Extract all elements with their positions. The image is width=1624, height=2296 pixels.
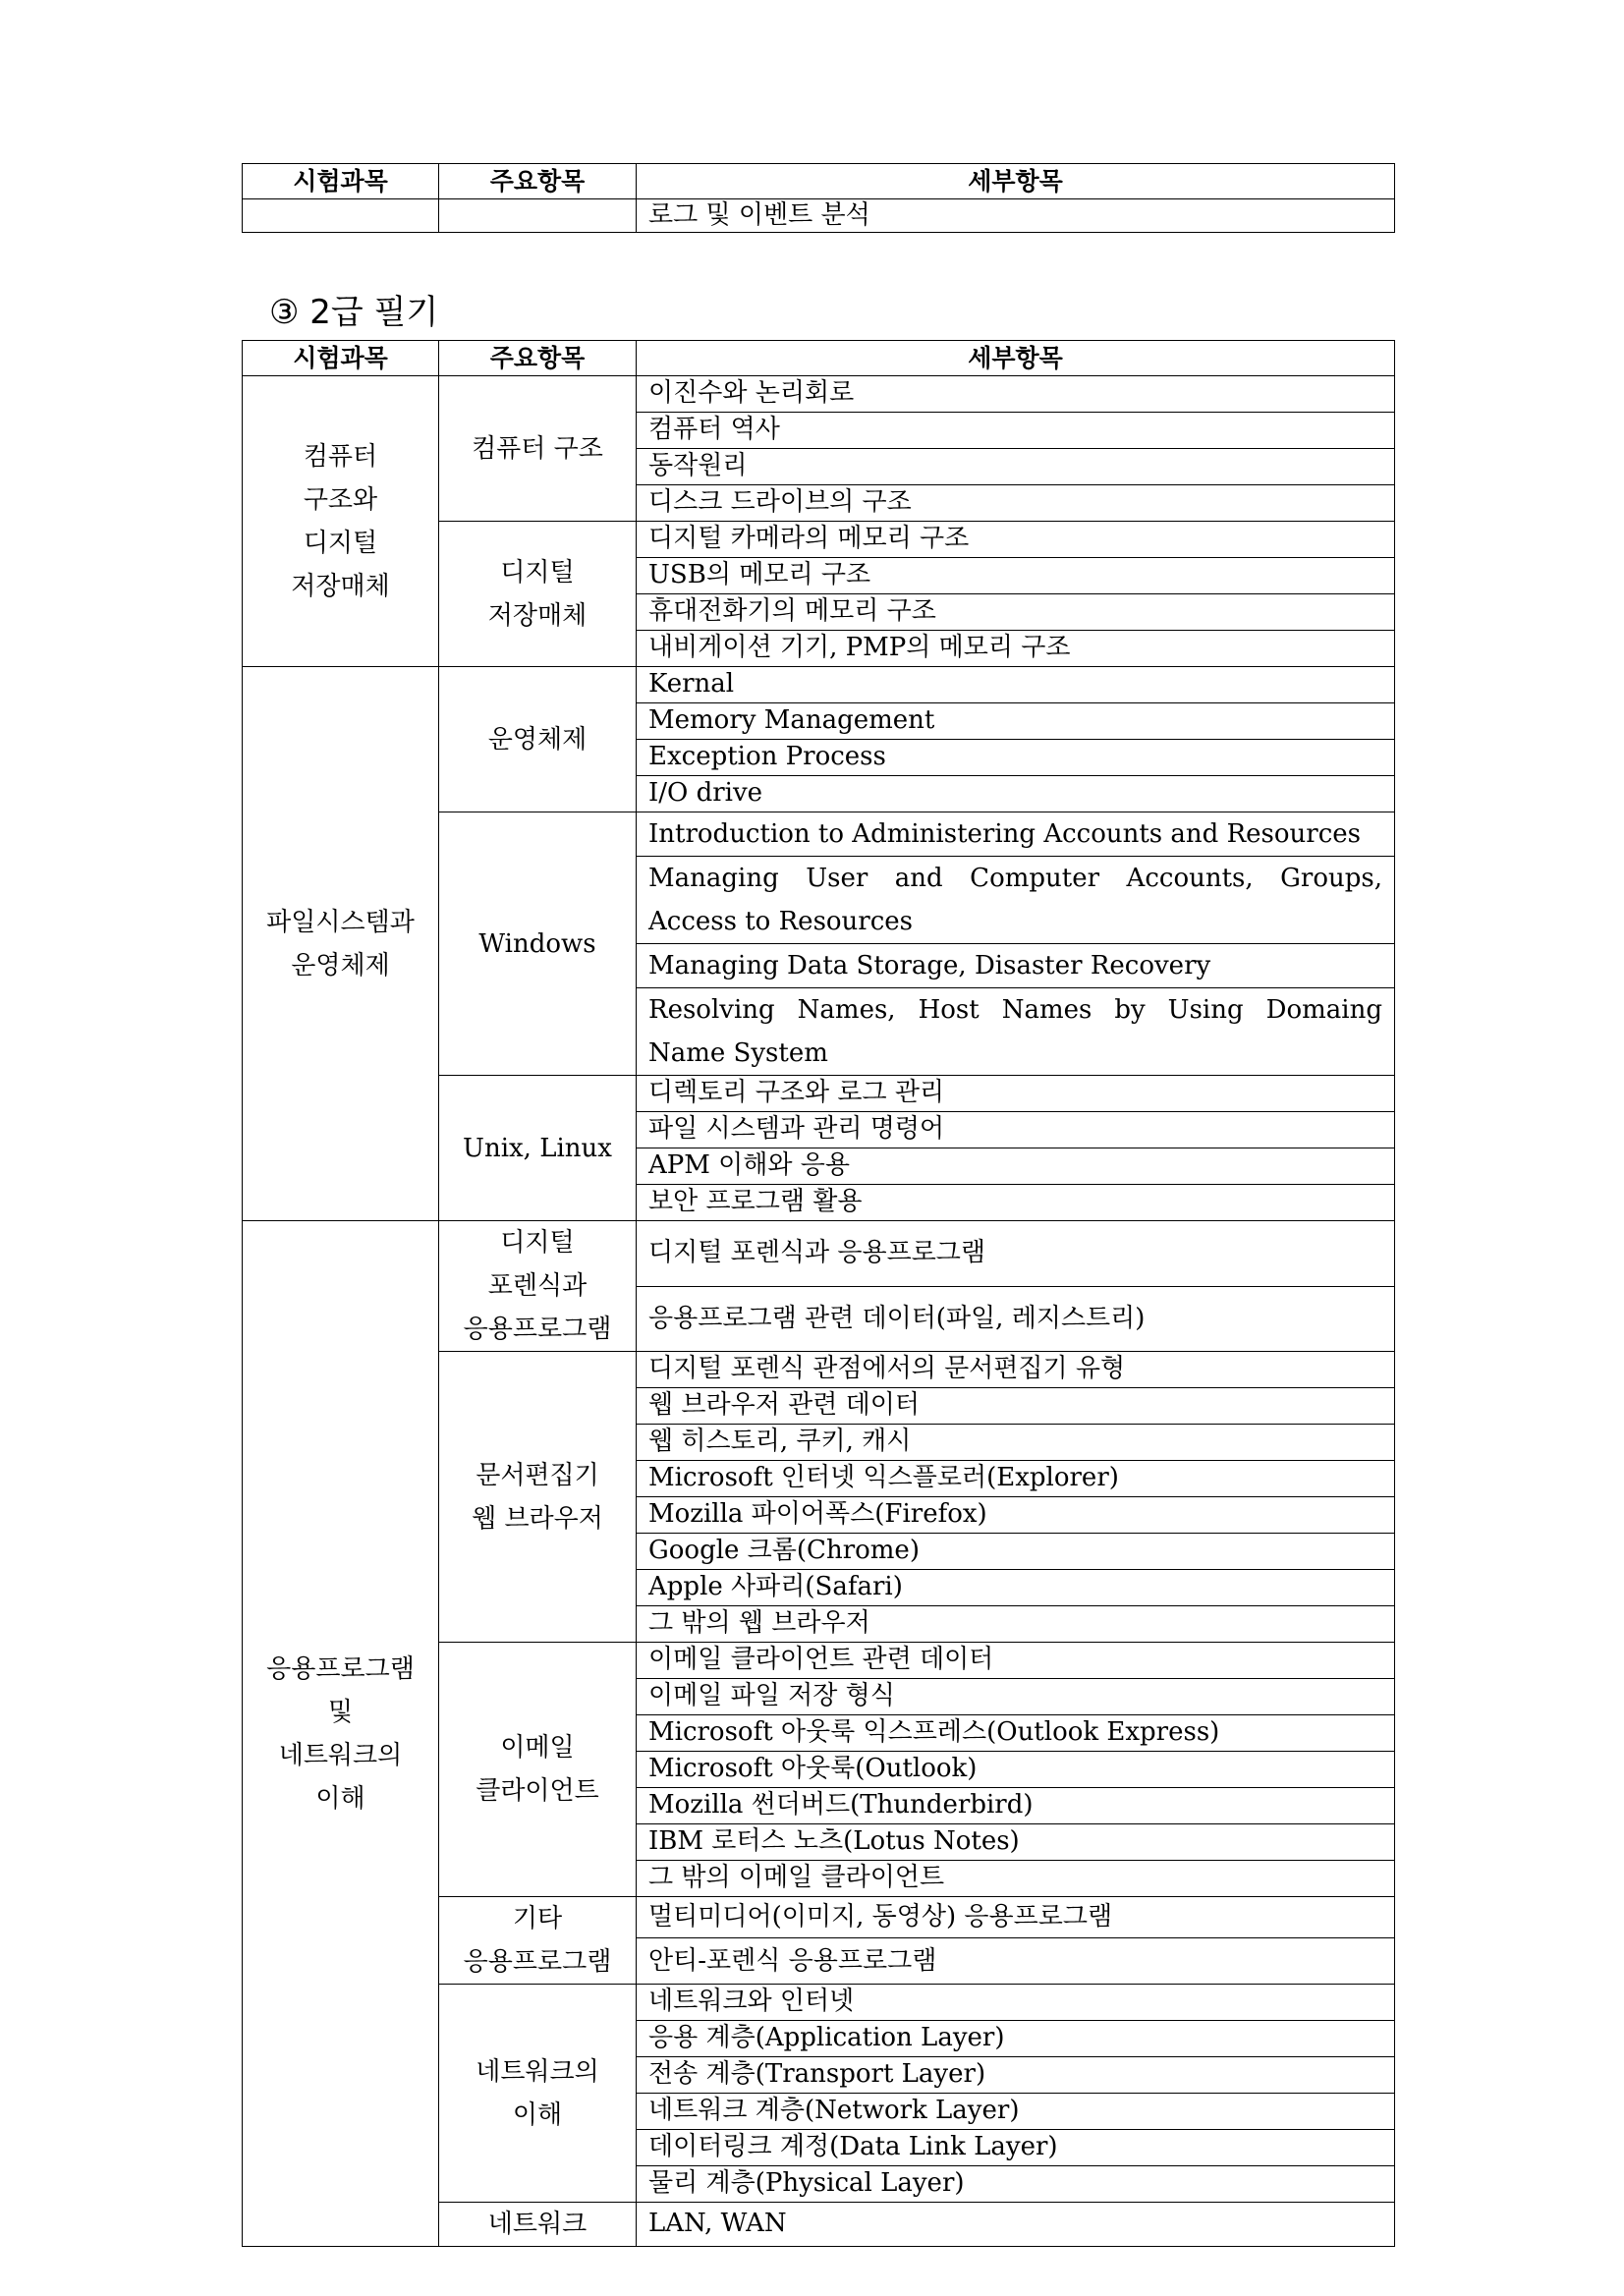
detail-cell: 컴퓨터 역사 <box>637 413 1395 449</box>
detail-cell: Exception Process <box>637 740 1395 776</box>
main-item-cell <box>439 1897 637 1985</box>
detail-cell: 내비게이션 기기, PMP의 메모리 구조 <box>637 631 1395 667</box>
main-item-line: 디지털 <box>500 557 575 588</box>
detail-cell: APM 이해와 응용 <box>637 1148 1395 1185</box>
subject-cell <box>243 1221 439 2247</box>
detail-cell: Microsoft 인터넷 익스플로러(Explorer) <box>637 1461 1395 1497</box>
main-item-cell <box>439 1352 637 1643</box>
main-item-line: Windows <box>478 928 596 959</box>
main-item-line: 포렌식과 <box>487 1271 588 1301</box>
empty-cell <box>243 199 439 233</box>
detail-cell: Microsoft 아웃룩 익스프레스(Outlook Express) <box>637 1715 1395 1752</box>
detail-cell: 디렉토리 구조와 로그 관리 <box>637 1076 1395 1112</box>
detail-line: Introduction to Administering Accounts and Resources <box>648 819 1361 849</box>
main-item-cell <box>439 522 637 667</box>
detail-cell: 데이터링크 계정(Data Link Layer) <box>637 2130 1395 2166</box>
subject-cell <box>243 376 439 667</box>
subject-line: 이해 <box>315 1783 365 1814</box>
detail-cell: 웹 브라우저 관련 데이터 <box>637 1388 1395 1425</box>
detail-cell <box>637 944 1395 988</box>
main-item-line: 문서편집기 <box>476 1460 599 1490</box>
detail-line: Managing User and Computer Accounts, Groups, <box>648 864 1382 893</box>
main-item-line: 네트워크 <box>487 2210 588 2239</box>
detail-cell: 멀티미디어(이미지, 동영상) 응용프로그램 <box>637 1897 1395 1938</box>
detail-cell: 웹 히스토리, 쿠키, 캐시 <box>637 1425 1395 1461</box>
detail-cell <box>637 857 1395 944</box>
detail-cell: 이진수와 논리회로 <box>637 376 1395 413</box>
table-row <box>243 667 1395 703</box>
main-item-cell <box>439 667 637 812</box>
detail-cell: LAN, WAN <box>637 2203 1395 2247</box>
detail-cell: 이메일 클라이언트 관련 데이터 <box>637 1643 1395 1679</box>
main-item-cell <box>439 812 637 1076</box>
table-row <box>243 376 1395 413</box>
main-item-line: 이해 <box>512 2100 563 2130</box>
detail-line: Resolving Names, Host Names by Using Domaing <box>648 995 1382 1025</box>
detail-cell: Apple 사파리(Safari) <box>637 1570 1395 1606</box>
main-item-cell <box>439 376 637 522</box>
subject-line: 구조와 <box>303 484 378 515</box>
header-main-item: 주요항목 <box>439 341 637 376</box>
detail-cell: 이메일 파일 저장 형식 <box>637 1679 1395 1715</box>
detail-cell: USB의 메모리 구조 <box>637 558 1395 594</box>
detail-cell: 응용프로그램 관련 데이터(파일, 레지스트리) <box>637 1286 1395 1352</box>
header-subject: 시험과목 <box>243 341 439 376</box>
detail-cell: IBM 로터스 노츠(Lotus Notes) <box>637 1824 1395 1861</box>
detail-cell: Mozilla 파이어폭스(Firefox) <box>637 1497 1395 1534</box>
detail-cell: Microsoft 아웃룩(Outlook) <box>637 1752 1395 1788</box>
main-item-cell <box>439 1643 637 1897</box>
table-row <box>243 1221 1395 1287</box>
detail-cell: 그 밖의 웹 브라우저 <box>637 1606 1395 1643</box>
main-item-line: 기타 <box>512 1904 563 1933</box>
main-item-cell <box>439 1076 637 1221</box>
subject-line: 응용프로그램 <box>266 1653 415 1684</box>
detail-cell: 디지털 포렌식과 응용프로그램 <box>637 1221 1395 1287</box>
main-item-line: 클라이언트 <box>476 1776 599 1806</box>
detail-line: Managing Data Storage, Disaster Recovery <box>648 951 1211 980</box>
detail-cell: 디지털 포렌식 관점에서의 문서편집기 유형 <box>637 1352 1395 1388</box>
subject-line: 운영체제 <box>291 950 390 980</box>
header-detail-item: 세부항목 <box>637 341 1395 376</box>
main-item-line: Unix, Linux <box>463 1133 612 1163</box>
continuation-table <box>242 163 1395 233</box>
main-item-cell <box>439 1221 637 1352</box>
detail-cell <box>637 988 1395 1076</box>
detail-cell: 디지털 카메라의 메모리 구조 <box>637 522 1395 558</box>
table-body <box>243 376 1395 2247</box>
header-subject: 시험과목 <box>243 164 439 199</box>
subject-line: 파일시스템과 <box>266 907 415 937</box>
exam-subjects-table <box>242 340 1395 2247</box>
detail-cell: 파일 시스템과 관리 명령어 <box>637 1112 1395 1148</box>
main-item-line: 응용프로그램 <box>463 1315 612 1344</box>
detail-cell: 물리 계층(Physical Layer) <box>637 2166 1395 2203</box>
detail-cell: 네트워크와 인터넷 <box>637 1985 1395 2021</box>
main-item-cell <box>439 2203 637 2247</box>
subject-line: 디지털 <box>303 528 378 558</box>
main-item-line: 웹 브라우저 <box>472 1503 603 1534</box>
main-item-line: 디지털 <box>500 1228 575 1258</box>
empty-cell <box>439 199 637 233</box>
main-item-line: 저장매체 <box>487 600 588 631</box>
detail-cell: 보안 프로그램 활용 <box>637 1185 1395 1221</box>
section-title: ③ 2급 필기 <box>269 293 439 332</box>
main-item-line: 응용프로그램 <box>463 1947 612 1977</box>
subject-line: 네트워크의 <box>278 1740 403 1770</box>
detail-cell: 동작원리 <box>637 449 1395 485</box>
subject-line: 컴퓨터 <box>303 441 378 472</box>
detail-line: Name System <box>648 1038 828 1068</box>
main-item-line: 이메일 <box>500 1733 575 1763</box>
detail-line: Access to Resources <box>648 907 914 936</box>
main-item-line: 네트워크의 <box>476 2056 599 2087</box>
detail-cell: Mozilla 썬더버드(Thunderbird) <box>637 1788 1395 1824</box>
detail-cell: Google 크롬(Chrome) <box>637 1534 1395 1570</box>
detail-cell: 로그 및 이벤트 분석 <box>637 199 1395 233</box>
header-detail-item: 세부항목 <box>637 164 1395 199</box>
detail-cell: 네트워크 계층(Network Layer) <box>637 2094 1395 2130</box>
subject-cell <box>243 667 439 1221</box>
detail-cell: 디스크 드라이브의 구조 <box>637 485 1395 522</box>
detail-cell: Kernal <box>637 667 1395 703</box>
detail-cell: Memory Management <box>637 703 1395 740</box>
detail-cell: 안티-포렌식 응용프로그램 <box>637 1938 1395 1985</box>
subject-line: 및 <box>327 1697 354 1727</box>
detail-cell <box>637 812 1395 857</box>
main-item-line: 컴퓨터 구조 <box>472 433 603 464</box>
detail-cell: I/O drive <box>637 776 1395 812</box>
header-main-item: 주요항목 <box>439 164 637 199</box>
subject-line: 저장매체 <box>291 571 390 601</box>
detail-cell: 휴대전화기의 메모리 구조 <box>637 594 1395 631</box>
main-item-line: 운영체제 <box>487 724 588 755</box>
main-item-cell <box>439 1985 637 2203</box>
detail-cell: 그 밖의 이메일 클라이언트 <box>637 1861 1395 1897</box>
detail-cell: 전송 계층(Transport Layer) <box>637 2057 1395 2094</box>
detail-cell: 응용 계층(Application Layer) <box>637 2021 1395 2057</box>
